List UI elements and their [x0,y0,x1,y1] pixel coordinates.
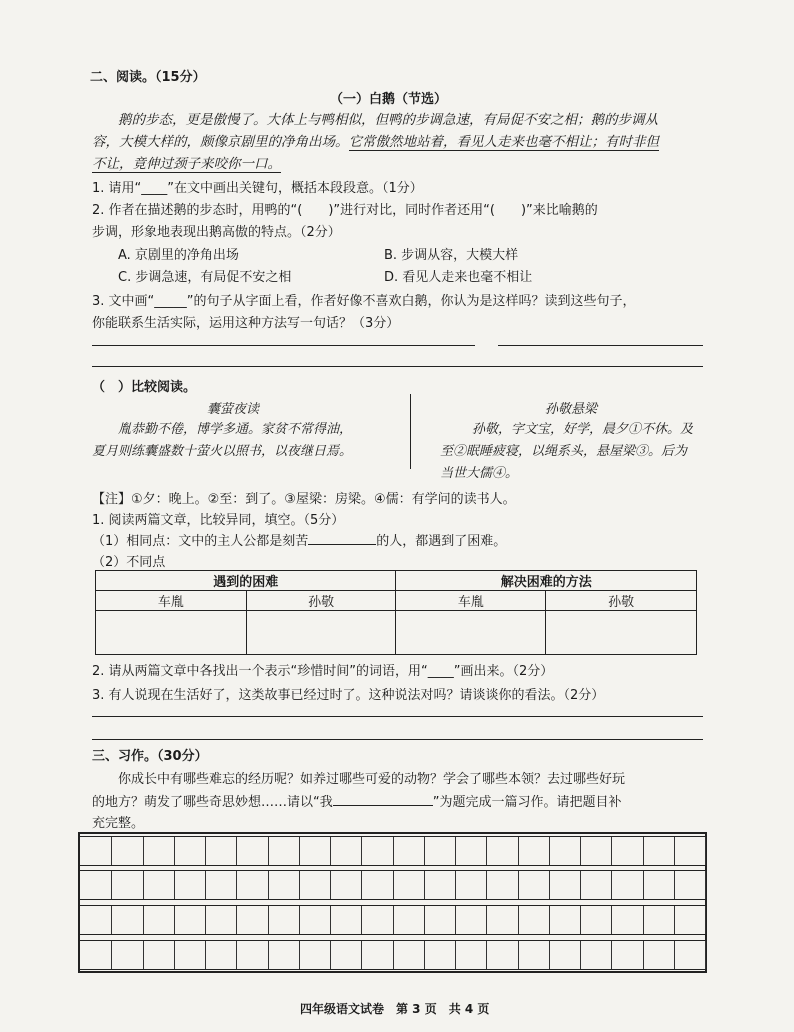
grid-cell[interactable] [486,871,518,899]
grid-cell[interactable] [580,906,612,934]
grid-cell[interactable] [205,906,237,934]
table-answer-cell[interactable] [396,611,546,655]
grid-cell[interactable] [674,941,706,969]
grid-cell[interactable] [643,906,675,934]
question-3-line-2: 你能联系生活实际，运用这种方法写一句话？（3分） [92,316,400,331]
question-1: 1. 请用“____”在文中画出关键句，概括本段段意。（1分） [92,181,423,196]
grid-cell[interactable] [236,941,268,969]
compare-difference: （2）不同点 [92,555,166,570]
passage-line-2a: 容，大模大样的，颇像京剧里的净角出场。 [92,134,349,150]
right-passage-title: 孙敬悬梁 [545,402,598,417]
table-answer-cell[interactable] [246,611,396,655]
writing-prompt-line-2 [92,791,622,810]
right-passage-line-2: 至②眠睡疲寝，以绳系头，悬屋梁③。后为 [440,444,688,459]
compare-question-2: 2. 请从两篇文章中各找出一个表示“珍惜时间”的词语，用“____”画出来。（2分） [92,664,554,679]
grid-cell[interactable] [549,906,581,934]
compare-similarity [92,530,506,549]
grid-cell[interactable] [518,941,550,969]
grid-cell[interactable] [361,837,393,865]
passage-line-1: 鹅的步态，更是傲慢了。大体上与鸭相似，但鸭的步调急速，有局促不安之相；鹅的步调从 [118,112,658,128]
grid-row [80,836,705,866]
grid-cell[interactable] [643,871,675,899]
table-sub-chewin-2: 车胤 [396,591,546,611]
table-sub-sunjing-2: 孙敬 [546,591,697,611]
left-passage-line-1: 胤恭勤不倦，博学多通。家贫不常得油， [118,422,353,437]
grid-cell[interactable] [330,871,362,899]
grid-cell[interactable] [205,941,237,969]
answer-line-4[interactable] [92,739,703,740]
option-d: D. 看见人走来也毫不相让 [384,270,533,285]
grid-cell[interactable] [424,941,456,969]
grid-cell[interactable] [518,906,550,934]
grid-cell[interactable] [486,837,518,865]
grid-cell[interactable] [111,871,143,899]
answer-line-2[interactable] [92,366,703,367]
grid-cell[interactable] [111,837,143,865]
grid-cell[interactable] [174,871,206,899]
grid-cell[interactable] [486,941,518,969]
grid-cell[interactable] [549,941,581,969]
grid-cell[interactable] [455,906,487,934]
writing-prompt-line-1: 你成长中有哪些难忘的经历呢？如养过哪些可爱的动物？学会了哪些本领？去过哪些好玩 [118,772,626,787]
comparison-table [95,570,697,655]
question-3-line-1: 3. 文中画“_____”的句子从字面上看，作者好像不喜欢白鹅，你认为是这样吗？读到这些句子， [92,294,636,309]
answer-line-1a[interactable] [92,345,475,346]
grid-cell[interactable] [268,871,300,899]
grid-cell[interactable] [518,871,550,899]
grid-cell[interactable] [361,941,393,969]
left-passage-title: 囊萤夜读 [207,402,260,417]
reading-header: 二、阅读。（15分） [90,70,206,85]
grid-cell[interactable] [111,906,143,934]
right-passage-line-3: 当世大儒④。 [440,466,519,481]
passage-divider [410,394,411,469]
grid-cell[interactable] [268,906,300,934]
writing-prompt-2b: ”为题完成一篇习作。请把题目补 [432,795,622,810]
grid-cell[interactable] [299,871,331,899]
page-footer: 四年级语文试卷 第 3 页 共 4 页 [300,1002,490,1016]
answer-line-3[interactable] [92,716,703,717]
grid-cell[interactable] [643,941,675,969]
grid-cell[interactable] [236,871,268,899]
grid-cell[interactable] [674,906,706,934]
grid-cell[interactable] [330,906,362,934]
grid-cell[interactable] [299,837,331,865]
passage-line-2 [92,130,659,151]
grid-cell[interactable] [143,941,175,969]
grid-cell[interactable] [80,871,112,899]
grid-cell[interactable] [268,941,300,969]
grid-cell[interactable] [393,941,425,969]
grid-cell[interactable] [455,871,487,899]
grid-cell[interactable] [580,837,612,865]
passage-line-3-underlined: 不让，竟伸过颈子来咬你一口。 [92,152,281,173]
grid-cell[interactable] [393,837,425,865]
grid-cell[interactable] [143,871,175,899]
grid-cell[interactable] [424,837,456,865]
grid-cell[interactable] [143,906,175,934]
grid-row [80,940,705,970]
writing-prompt-line-3: 充完整。 [92,816,145,831]
grid-cell[interactable] [299,906,331,934]
similarity-text-b: 的人，都遇到了困难。 [376,534,507,549]
grid-cell[interactable] [330,941,362,969]
question-2-line-1: 2. 作者在描述鹅的步态时，用鸭的“( )”进行对比，同时作者还用“( )”来比喻鹅的 [92,203,598,218]
grid-cell[interactable] [643,837,675,865]
passage-line-2b-underlined: 它常傲然地站着，看见人走来也毫不相让；有时非但 [349,130,660,151]
left-passage-line-2: 夏月则练囊盛数十萤火以照书，以夜继日焉。 [92,444,353,459]
grid-cell[interactable] [174,941,206,969]
right-passage-line-1: 孙敬，字文宝，好学，晨夕①不休。及 [472,422,694,437]
grid-cell[interactable] [143,837,175,865]
table-sub-sunjing-1: 孙敬 [246,591,396,611]
grid-cell[interactable] [549,837,581,865]
grid-cell[interactable] [174,837,206,865]
grid-cell[interactable] [205,837,237,865]
answer-line-1b[interactable] [498,345,703,346]
similarity-blank[interactable] [308,544,376,545]
grid-cell[interactable] [674,871,706,899]
question-2-line-2: 步调，形象地表现出鹅高傲的特点。（2分） [92,225,341,240]
part1-title: （一）白鹅（节选） [330,92,448,107]
grid-cell[interactable] [236,837,268,865]
table-answer-cell[interactable] [546,611,697,655]
grid-cell[interactable] [580,941,612,969]
grid-cell[interactable] [361,871,393,899]
grid-row [80,905,705,935]
annotation-note: 【注】①夕：晚上。②至：到了。③屋梁：房梁。④儒：有学问的读书人。 [92,492,516,507]
option-c: C. 步调急速，有局促不安之相 [118,270,292,285]
grid-cell[interactable] [580,871,612,899]
table-sub-chewin-1: 车胤 [96,591,247,611]
writing-header: 三、习作。（30分） [92,749,208,764]
title-blank[interactable] [333,805,433,806]
grid-cell[interactable] [518,837,550,865]
compare-question-3: 3. 有人说现在生活好了，这类故事已经过时了。这种说法对吗？请谈谈你的看法。（2分） [92,688,605,703]
compare-question-1: 1. 阅读两篇文章，比较异同，填空。（5分） [92,513,345,528]
grid-cell[interactable] [674,837,706,865]
grid-cell[interactable] [236,906,268,934]
compare-header: （ ）比较阅读。 [92,380,197,395]
grid-cell[interactable] [80,941,112,969]
grid-cell[interactable] [174,906,206,934]
similarity-text-a: （1）相同点：文中的主人公都是刻苦 [92,534,309,549]
grid-cell[interactable] [549,871,581,899]
grid-cell[interactable] [299,941,331,969]
grid-cell[interactable] [455,837,487,865]
grid-cell[interactable] [611,906,643,934]
grid-cell[interactable] [393,906,425,934]
composition-grid[interactable] [78,832,707,973]
table-head-difficulty: 遇到的困难 [96,571,396,591]
grid-cell[interactable] [611,837,643,865]
writing-prompt-2a: 的地方？萌发了哪些奇思妙想……请以“我 [92,795,333,810]
table-answer-cell[interactable] [96,611,247,655]
grid-cell[interactable] [424,871,456,899]
grid-cell[interactable] [111,941,143,969]
grid-cell[interactable] [80,906,112,934]
grid-cell[interactable] [268,837,300,865]
grid-cell[interactable] [361,906,393,934]
option-b: B. 步调从容，大模大样 [384,248,519,263]
grid-row [80,870,705,900]
grid-cell[interactable] [455,941,487,969]
grid-cell[interactable] [393,871,425,899]
grid-cell[interactable] [611,941,643,969]
option-a: A. 京剧里的净角出场 [118,248,239,263]
grid-cell[interactable] [80,837,112,865]
grid-cell[interactable] [205,871,237,899]
passage-line-3 [92,152,281,173]
table-head-solution: 解决困难的方法 [396,571,697,591]
grid-cell[interactable] [330,837,362,865]
grid-cell[interactable] [611,871,643,899]
grid-cell[interactable] [424,906,456,934]
grid-cell[interactable] [486,906,518,934]
